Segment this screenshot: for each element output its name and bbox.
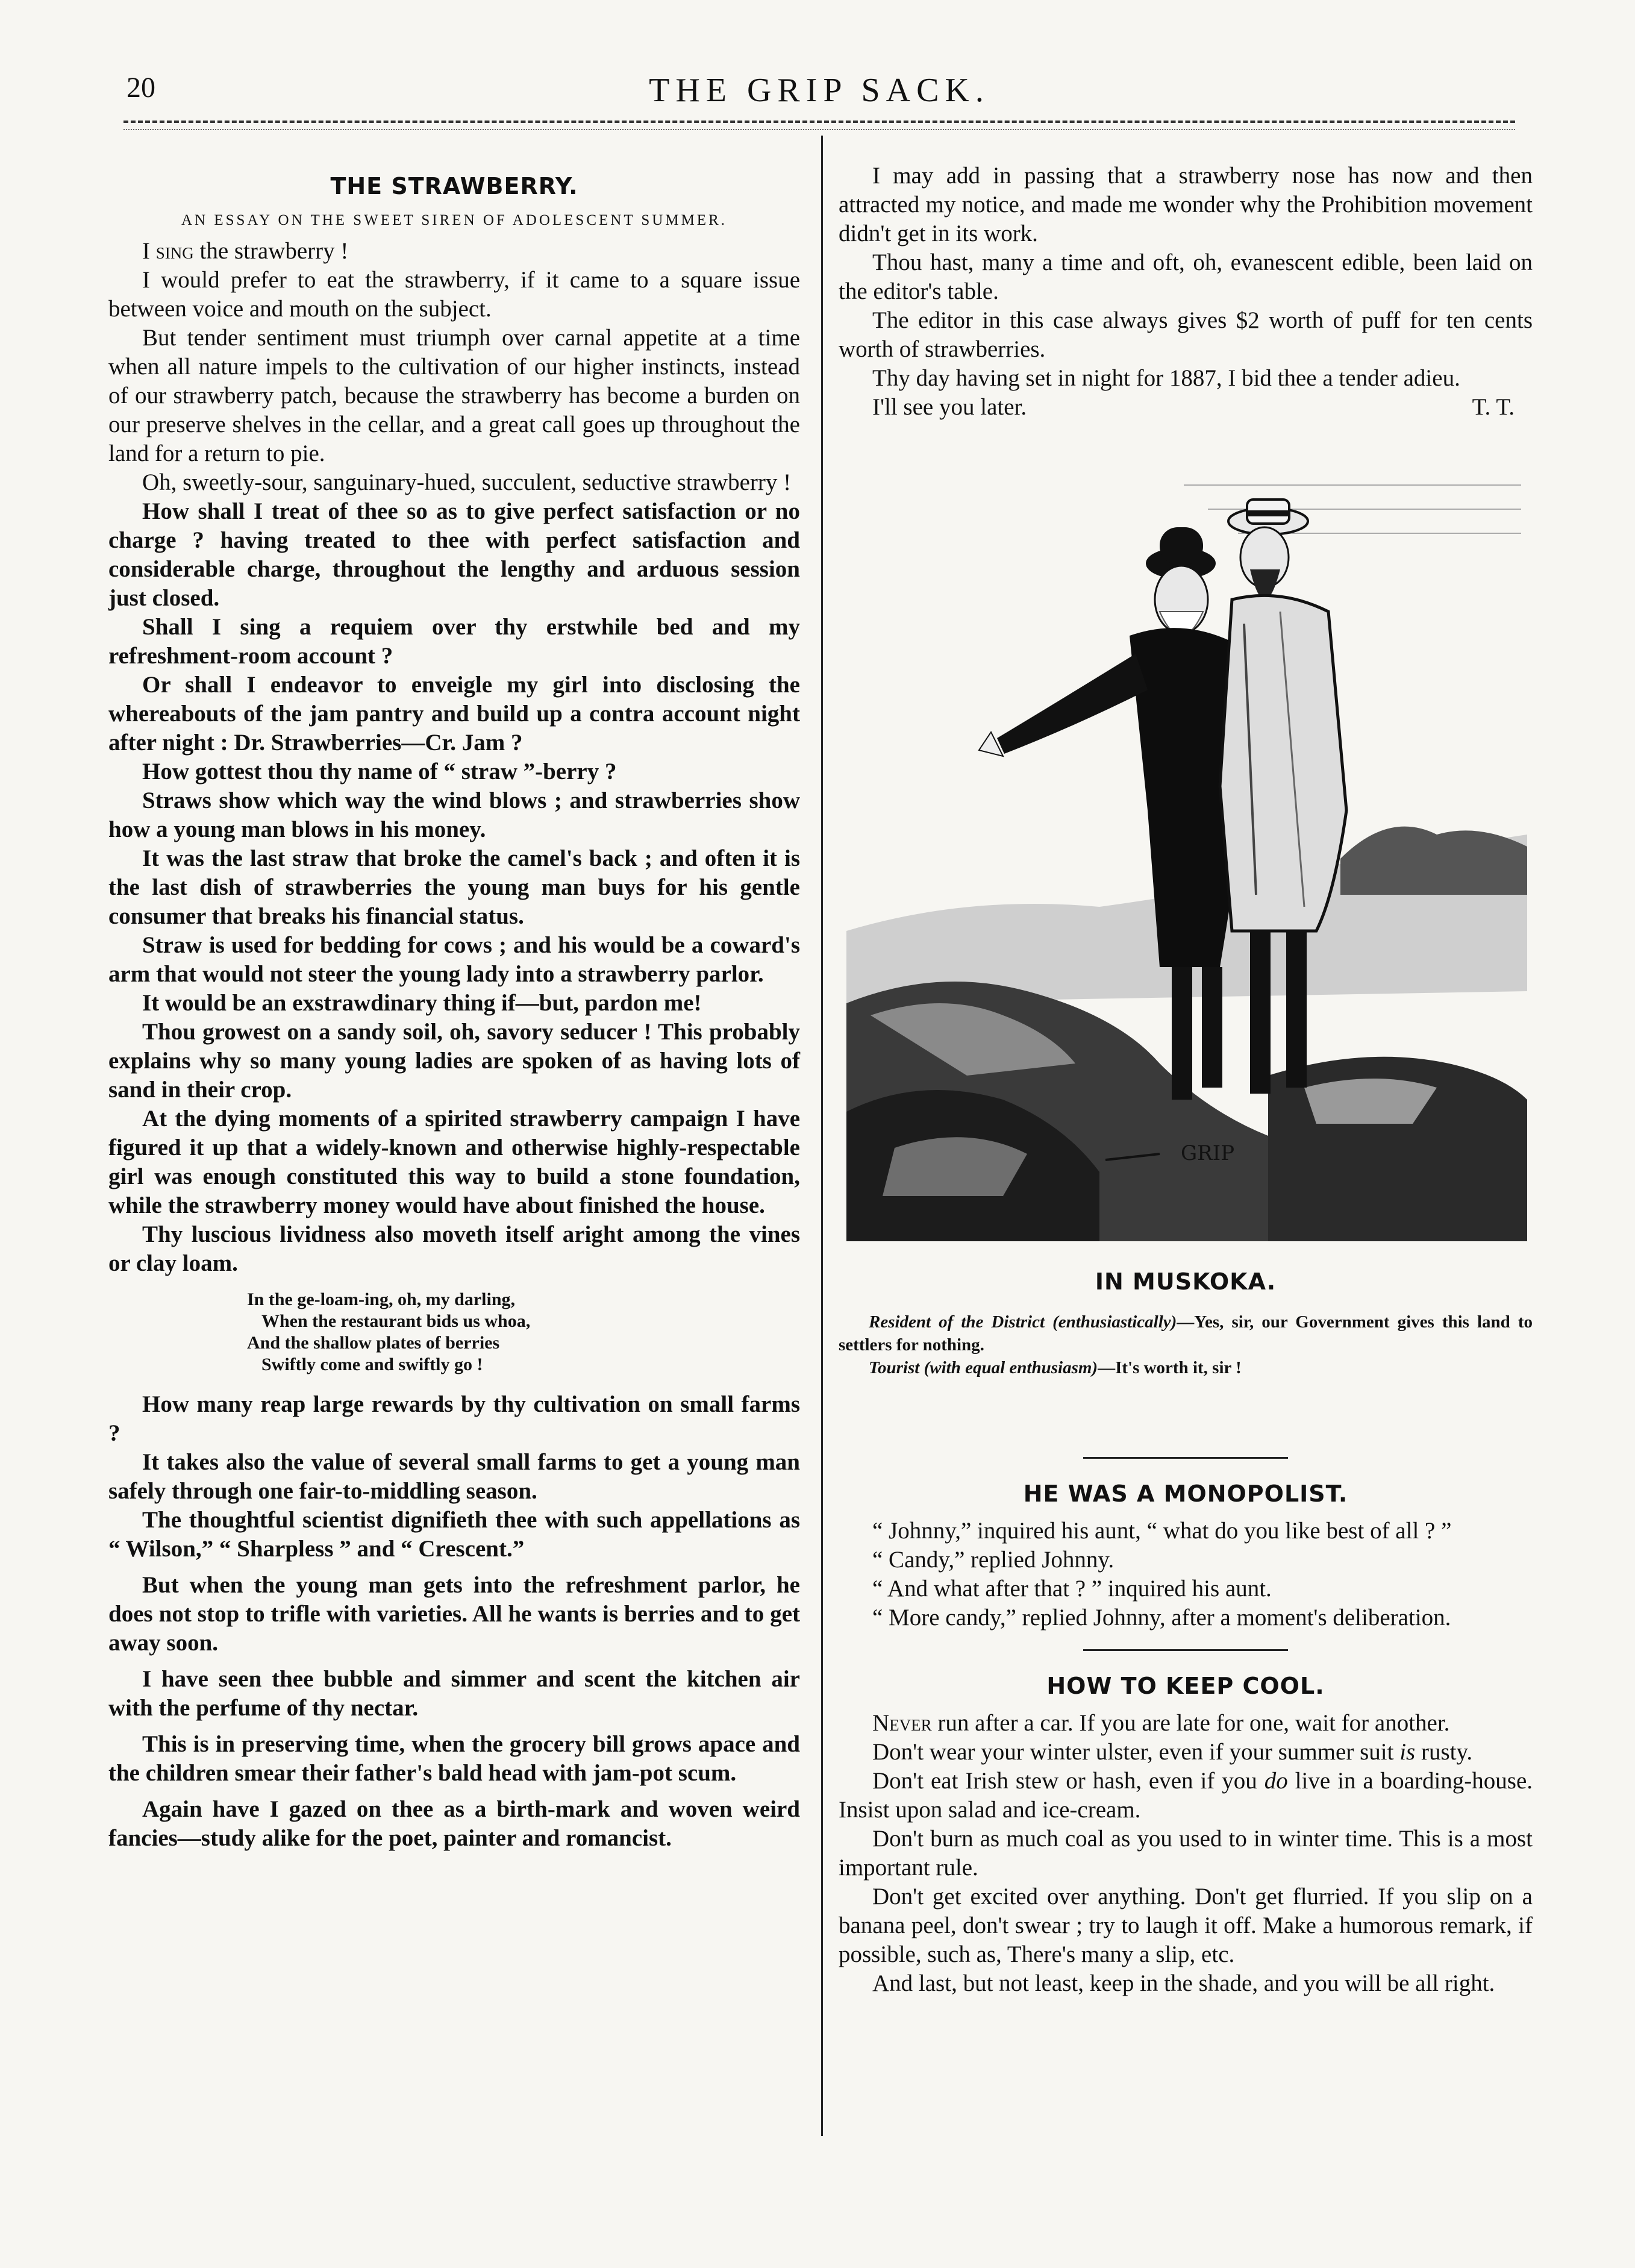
speaker-label: Resident of the District (enthusiastically): [869, 1312, 1177, 1332]
paragraph: Oh, sweetly-sour, sanguinary-hued, succulent, seductive strawberry !: [142, 469, 792, 495]
paragraph: “ Candy,” replied Johnny.: [872, 1547, 1114, 1573]
paragraph: Shall I sing a requiem over thy erstwhile bed and my refreshment-room account ?: [108, 614, 800, 669]
paragraph: Thou growest on a sandy soil, oh, savory seducer ! This probably explains why so many young ladies are spoken of as having lots of sand in their crop.: [108, 1019, 800, 1103]
strawberry-title: THE STRAWBERRY.: [330, 173, 578, 199]
paragraph: And last, but not least, keep in the shade, and you will be all right.: [872, 1970, 1495, 1996]
paragraph: I would prefer to eat the strawberry, if it came to a square issue between voice and mouth on the subject.: [108, 267, 800, 322]
keep-cool-title: HOW TO KEEP COOL.: [1046, 1673, 1325, 1699]
paragraph: How gottest thou thy name of “ straw ”-berry ?: [142, 759, 617, 785]
paragraph: Never run after a car. If you are late for one, wait for another.: [872, 1710, 1450, 1736]
section-rule: [1083, 1457, 1288, 1459]
paragraph: How many reap large rewards by thy cultivation on small farms ?: [108, 1391, 800, 1446]
paragraph: How shall I treat of thee so as to give perfect satisfaction or no charge ? having treated to thee with perfect satisfaction and considerable charge, throughout the lengthy and arduous session just closed.: [108, 498, 800, 611]
paragraph: Thou hast, many a time and oft, oh, evanescent edible, been laid on the editor's table.: [839, 249, 1533, 304]
illustration-caption: [839, 1311, 1533, 1379]
header-rule: [123, 121, 1515, 123]
strawberry-article: [108, 172, 800, 1853]
paragraph: At the dying moments of a spirited strawberry campaign I have figured it up that a widely-known and otherwise highly-respectable girl was enough constituted this way to build a stone foundation, while the strawberry money would have about finished the house.: [108, 1106, 800, 1218]
paragraph: Or shall I endeavor to enveigle my girl into disclosing the whereabouts of the jam pantry and build up a contra account night after night : Dr. Strawberries—Cr. Jam ?: [108, 672, 800, 756]
paragraph: Thy luscious lividness also moveth itself aright among the vines or clay loam.: [108, 1221, 800, 1276]
paragraph: But when the young man gets into the refreshment parlor, he does not stop to trifle with varieties. All he wants is berries and to get away soon.: [108, 1572, 800, 1656]
paragraph: Straw is used for bedding for cows ; and his would be a coward's arm that would not steer the young lady into a strawberry parlor.: [108, 932, 800, 987]
caption-line: Resident of the District (enthusiastically)—Yes, sir, our Government gives this land to settlers for nothing.: [839, 1312, 1533, 1355]
muskoka-illustration: [846, 473, 1527, 1241]
caption-line: Tourist (with equal enthusiasm)—It's worth it, sir !: [869, 1358, 1242, 1377]
illustration-title: IN MUSKOKA.: [1095, 1268, 1277, 1295]
paragraph: Don't get excited over anything. Don't get flurried. If you slip on a banana peel, don't swear ; try to laugh it off. Make a humorous remark, if possible, such as, There's many a slip, etc.: [839, 1884, 1533, 1967]
paragraph: It would be an exstrawdinary thing if—but, pardon me!: [142, 990, 702, 1016]
poem-line: When the restaurant bids us whoa,: [261, 1311, 531, 1331]
paragraph: It takes also the value of several small farms to get a young man safely through one fair-to-middling season.: [108, 1449, 800, 1504]
poem-line: In the ge-loam-ing, oh, my darling,: [247, 1289, 516, 1309]
paragraph: The thoughtful scientist dignifieth thee with such appellations as “ Wilson,” “ Sharpless ” and “ Crescent.”: [108, 1507, 800, 1562]
strawberry-subtitle: AN ESSAY ON THE SWEET SIREN OF ADOLESCENT SUMMER.: [181, 212, 728, 228]
lead-words: I sing: [142, 238, 194, 264]
paragraph: “ And what after that ? ” inquired his aunt.: [872, 1576, 1272, 1602]
poem-line: And the shallow plates of berries: [247, 1333, 500, 1353]
section-rule: [1083, 1649, 1288, 1651]
monopolist-title: HE WAS A MONOPOLIST.: [1023, 1480, 1348, 1507]
engraving-image: [846, 473, 1527, 1241]
artist-signature: GRIP: [1181, 1141, 1235, 1165]
lead-words: Never: [872, 1710, 932, 1736]
speaker-label: Tourist (with equal enthusiasm): [869, 1358, 1098, 1377]
lower-right-articles: [839, 1440, 1533, 1998]
signoff: [839, 393, 1533, 422]
page-header: [127, 71, 1512, 113]
header-rule-secondary: [123, 129, 1515, 130]
closing-line: I'll see you later.: [872, 394, 1027, 420]
author-initials: T. T.: [1472, 394, 1515, 420]
paragraph: It was the last straw that broke the camel's back ; and often it is the last dish of strawberries the young man buys for his gentle consumer that breaks his financial status.: [108, 845, 800, 929]
paragraph: “ Johnny,” inquired his aunt, “ what do you like best of all ? ”: [872, 1518, 1452, 1544]
paragraph: Thy day having set in night for 1887, I bid thee a tender adieu.: [872, 365, 1460, 391]
column-divider: [821, 136, 823, 2136]
page-number: 20: [127, 72, 155, 104]
poem-line: Swiftly come and swiftly go !: [261, 1355, 483, 1374]
paragraph: I sing the strawberry !: [142, 238, 349, 264]
publication-title: THE GRIP SACK.: [649, 72, 990, 109]
poem: [247, 1289, 800, 1376]
paragraph: This is in preserving time, when the grocery bill grows apace and the children smear their father's bald head with jam-pot scum.: [108, 1731, 800, 1786]
paragraph: I have seen thee bubble and simmer and scent the kitchen air with the perfume of thy nectar.: [108, 1666, 800, 1721]
paragraph: The editor in this case always gives $2 worth of puff for ten cents worth of strawberries.: [839, 307, 1533, 362]
strawberry-continuation: [839, 161, 1533, 422]
paragraph: Don't burn as much coal as you used to in winter time. This is a most important rule.: [839, 1826, 1533, 1881]
paragraph: Don't wear your winter ulster, even if your summer suit is rusty.: [872, 1739, 1473, 1765]
paragraph: Again have I gazed on thee as a birth-mark and woven weird fancies—study alike for the poet, painter and romancist.: [108, 1796, 800, 1851]
paragraph: I may add in passing that a strawberry nose has now and then attracted my notice, and made me wonder why the Prohibition movement didn't get in its work.: [839, 163, 1533, 246]
paragraph: Don't eat Irish stew or hash, even if you do live in a boarding-house. Insist upon salad and ice-cream.: [839, 1768, 1533, 1823]
paragraph: Straws show which way the wind blows ; and strawberries show how a young man blows in his money.: [108, 788, 800, 842]
paragraph: “ More candy,” replied Johnny, after a moment's deliberation.: [872, 1605, 1451, 1631]
paragraph: But tender sentiment must triumph over carnal appetite at a time when all nature impels to the cultivation of our higher instincts, instead of our strawberry patch, because the strawberry has become a burden on our preserve shelves in the cellar, and a great call goes up throughout the land for a return to pie.: [108, 325, 800, 466]
